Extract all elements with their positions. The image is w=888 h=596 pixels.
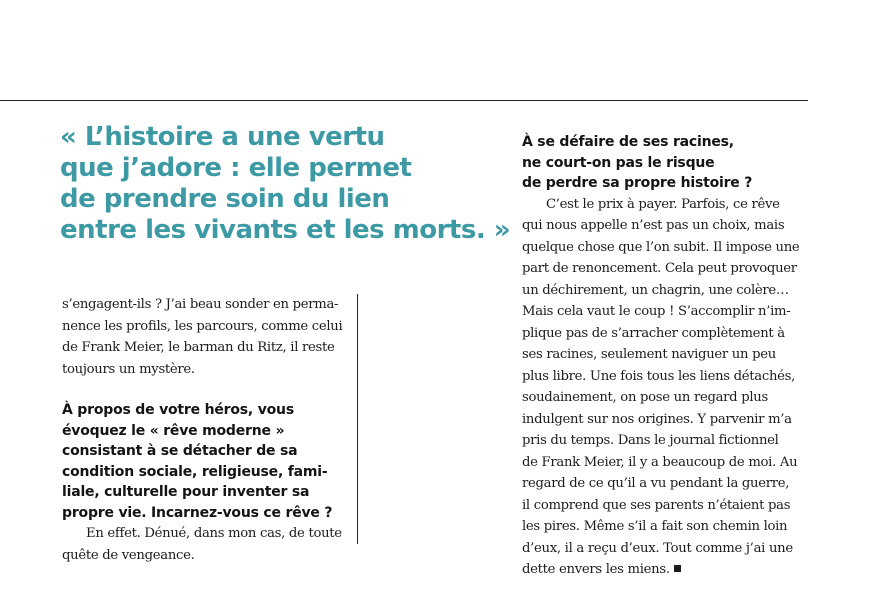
text-line: de Frank Meier, le barman du Ritz, il reste: [62, 340, 335, 355]
text-line: En effet. Dénué, dans mon cas, de toute: [86, 526, 342, 541]
last-line-text: dette envers les miens.: [522, 562, 670, 577]
pull-quote-line: de prendre soin du lien: [60, 184, 390, 214]
interview-answer: [62, 523, 352, 566]
text-line: [522, 559, 812, 581]
text-line: il comprend que ses parents n’étaient pas: [522, 497, 791, 513]
text-line: quelque chose que l’on subit. Il impose une: [522, 239, 800, 255]
left-column: [62, 294, 352, 566]
text-line: part de renoncement. Cela peut provoquer: [522, 261, 797, 276]
text-line: indulgent sur nos origines. Y parvenir m’a: [522, 411, 792, 427]
text-line: plus libre. Une fois tous les liens détachés,: [522, 368, 796, 384]
text-line: ses racines, seulement naviguer un peu: [522, 347, 776, 362]
text-line: qui nous appelle n’est pas un choix, mais: [522, 218, 785, 233]
text-line: C’est le prix à payer. Parfois, ce rêve: [546, 196, 780, 212]
question-line: À propos de votre héros, vous: [62, 402, 294, 418]
right-column: [522, 132, 812, 581]
pull-quote-line: entre les vivants et les morts. »: [60, 215, 511, 245]
text-line: regard de ce qu’il a vu pendant la guerre,: [522, 476, 790, 491]
text-line: toujours un mystère.: [62, 361, 195, 377]
pull-quote: [60, 122, 511, 246]
question-line: de perdre sa propre histoire ?: [522, 175, 753, 191]
text-line: quête de vengeance.: [62, 547, 195, 563]
question-line: condition sociale, religieuse, fami-: [62, 463, 328, 480]
column-divider: [357, 294, 358, 544]
interview-question: [522, 132, 812, 194]
interview-answer: [522, 194, 812, 581]
text-line: les pires. Même s’il a fait son chemin loin: [522, 519, 788, 534]
text-line: pris du temps. Dans le journal fictionnel: [522, 433, 779, 448]
text-line: soudainement, on pose un regard plus: [522, 390, 768, 405]
question-line: liale, culturelle pour inventer sa: [62, 484, 310, 500]
text-line: d’eux, il a reçu d’eux. Tout comme j’ai une: [522, 540, 793, 556]
text-line: nence les profils, les parcours, comme celui: [62, 318, 343, 334]
question-line: évoquez le « rêve moderne »: [62, 422, 285, 439]
interview-question: [62, 400, 352, 523]
question-line: consistant à se détacher de sa: [62, 443, 298, 459]
question-line: ne court-on pas le risque: [522, 154, 715, 171]
pull-quote-line: « L’histoire a une vertu: [60, 122, 385, 152]
text-line: Mais cela vaut le coup ! S’accomplir n’im-: [522, 304, 791, 319]
question-line: À se défaire de ses racines,: [522, 134, 734, 150]
text-line: plique pas de s’arracher complètement à: [522, 325, 785, 341]
pull-quote-line: que j’adore : elle permet: [60, 153, 412, 183]
top-rule: [0, 100, 808, 101]
text-line: de Frank Meier, il y a beaucoup de moi. Au: [522, 454, 798, 470]
continuation-paragraph: [62, 294, 352, 380]
text-line: un déchirement, un chagrin, une colère…: [522, 282, 789, 298]
end-of-article-square-icon: [674, 565, 681, 572]
question-line: propre vie. Incarnez-vous ce rêve ?: [62, 504, 333, 521]
text-line: s’engagent-ils ? J’ai beau sonder en perma-: [62, 297, 339, 312]
